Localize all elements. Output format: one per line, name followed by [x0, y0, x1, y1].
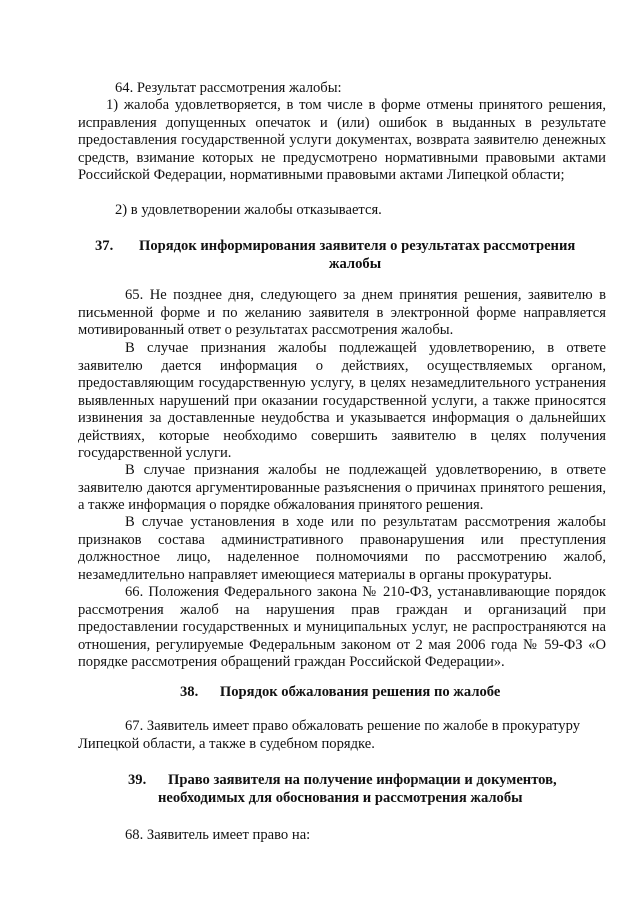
section-39-number: 39. [128, 772, 147, 788]
paragraph-65-violation: В случае установления в ходе или по результатам рассмотрения жалобы признаков состава административного правонарушения или преступления должностное лицо, наделенное полномочиями по рассмотрению жалоб, незамедлительно направляет имеющиеся материалы в органы прокуратуры. [78, 514, 606, 583]
section-39-title-line1: Право заявителя на получение информации и документов, [168, 772, 557, 788]
paragraph-64: 64. Результат рассмотрения жалобы: [115, 80, 342, 96]
section-38-number: 38. [180, 684, 199, 700]
section-37-number: 37. [95, 238, 114, 254]
paragraph-67-line1: 67. Заявитель имеет право обжаловать решение по жалобе в прокуратуру [125, 718, 581, 734]
paragraph-65-rejected: В случае признания жалобы не подлежащей удовлетворению, в ответе заявителю даются аргументированные разъяснения о причинах принятого решения, а также информация о порядке обжалования принятого решения. [78, 462, 606, 513]
section-38-title: Порядок обжалования решения по жалобе [219, 684, 501, 700]
paragraph-65-satisfied: В случае признания жалобы подлежащей удовлетворению, в ответе заявителю дается информация о действиях, осуществляемых органом, предоставляющим государственную услугу, в целях незамедлительного устранения выявленных нарушений при оказании государственной услуги, а также приносятся извинения за доставленные неудобства и указывается информация о дальнейших действиях, которые необходимо совершить заявителю в целях получения государственной услуги. [78, 340, 606, 461]
section-37-title-line1: Порядок информирования заявителя о результатах рассмотрения [139, 238, 576, 254]
section-39-title-line2: необходимых для обоснования и рассмотрения жалобы [158, 790, 523, 806]
section-37-title-line2: жалобы [328, 256, 382, 272]
paragraph-68: 68. Заявитель имеет право на: [125, 827, 311, 843]
section-38-heading [180, 684, 500, 702]
paragraph-67-line2: Липецкой области, а также в судебном порядке. [78, 736, 375, 752]
paragraph-64-item-2: 2) в удовлетворении жалобы отказывается. [115, 202, 382, 218]
paragraph-65: 65. Не позднее дня, следующего за днем принятия решения, заявителю в письменной форме и по желанию заявителя в электронной форме направляется мотивированный ответ о результатах рассмотрения жалобы. [78, 287, 606, 338]
paragraph-64-item-1: 1) жалоба удовлетворяется, в том числе в форме отмены принятого решения, исправления допущенных опечаток и (или) ошибок в выданных в результате предоставления государственной услуги документах, возврата заявителю денежных средств, взимание которых не предусмотрено нормативными правовыми актами Российской Федерации, нормативными правовыми актами Липецкой области; [78, 97, 606, 183]
paragraph-66: 66. Положения Федерального закона № 210-ФЗ, устанавливающие порядок рассмотрения жалоб на нарушения прав граждан и организаций при предоставлении государственных и муниципальных услуг, не распространяются на отношения, регулируемые Федеральным законом от 2 мая 2006 года № 59-ФЗ «О порядке рассмотрения обращений граждан Российской Федерации». [78, 584, 606, 670]
